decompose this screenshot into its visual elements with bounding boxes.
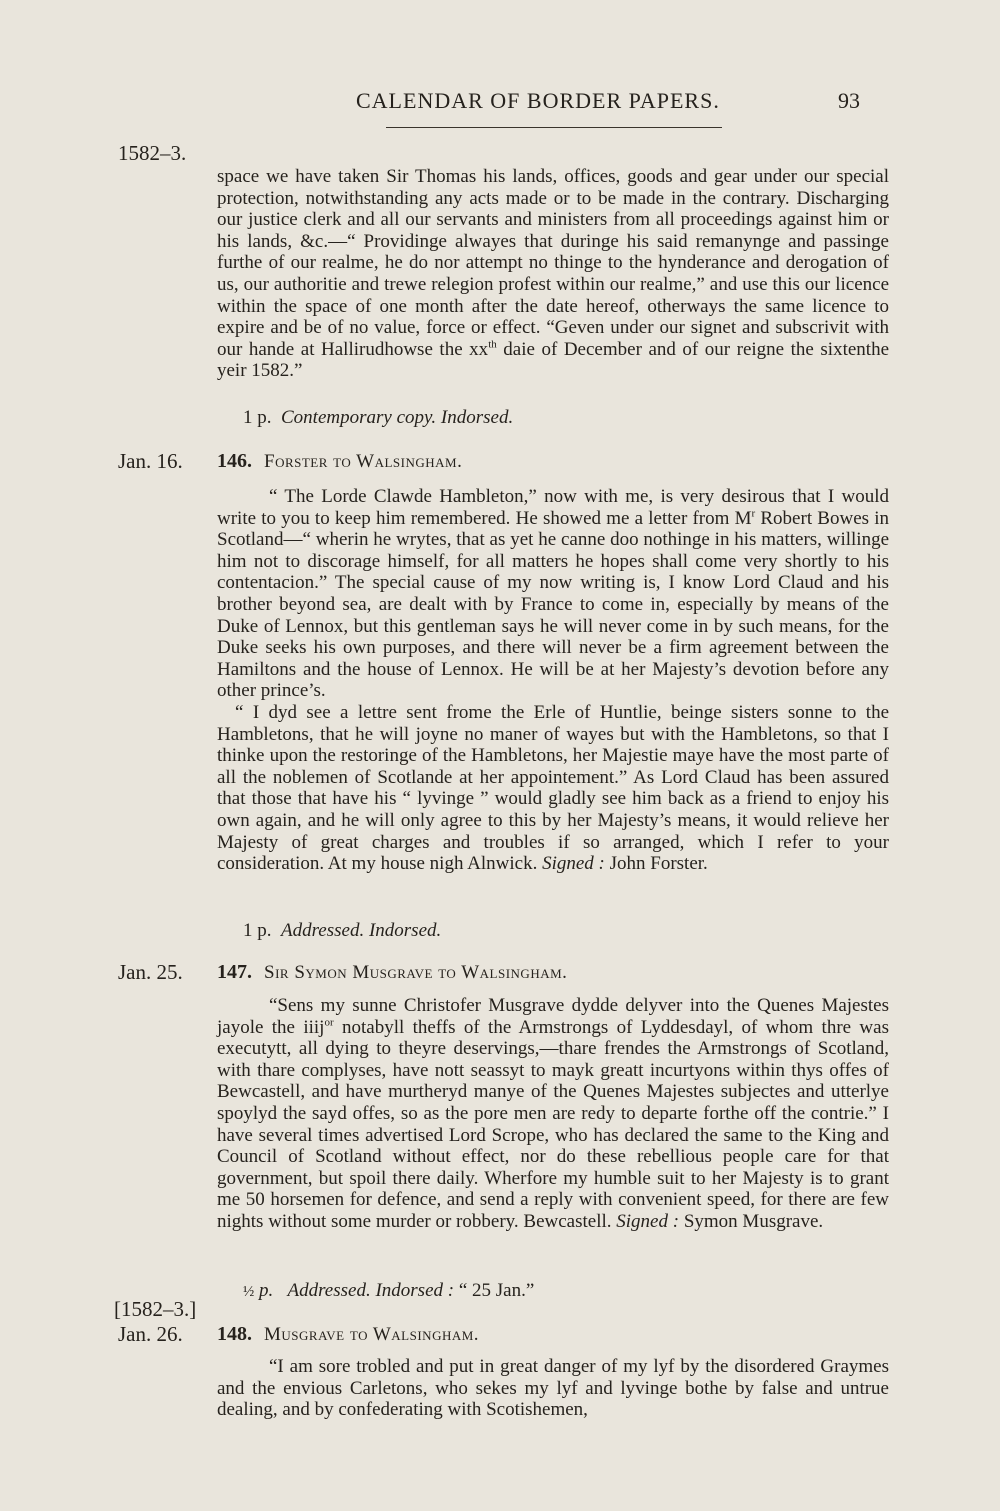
continuation-paragraph: space we have taken Sir Thomas his lands, offices, goods and gear under our special protection, notwithstanding any acts made or to be made in the contrary. Discharging our justice clerk and all our servants and ministers from all proceedings against him or his lands, &c.—“ Providinge alwayes that duringe his said remanynge and passinge furthe of our realme, he do nor attempt no thinge to the hynderance and derogation of us, our authoritie and trewe relegion profest within our realme,” and use this our licence within the space of one month after the date hereof, otherways the same licence to expire and be of no value, force or effect. “Geven under our signet and subscrivit with our hande at Hallirudhowse the $xx^{th}$ daie of December and of our reigne the sixtenthe yeir 1582.” bbox=[217, 166, 890, 382]
entry-147-description: ½ p. Addressed. Indorsed : “ 25 Jan.” bbox=[243, 1280, 535, 1301]
margin-year: 1582–3. bbox=[118, 141, 187, 165]
entry-146-paragraph-1: “ The Lorde Clawde Hambleton,” now with me, is very desirous that I would write to you to keep him remembered. He showed me a letter from $M^r$ Robert Bowes in Scotland—“ wherin he wrytes, that as yet he canne doo nothinge in his matters, willinge him not to discorage himself, for all matters he hopes shall come very shortly to his contentacion.” The special cause of my now writing is, I know Lord Claud and his brother beyond sea, are dealt with by France to come in, especially by means of the Duke of Lennox, but this gentleman says he will never come in by such means, for the Duke seeks his own purposes, and there will never be a firm agreement between the Hamiltons and the house of Lennox. He will be at her Majesty’s devotion before any other prince’s. bbox=[217, 486, 889, 702]
header-rule bbox=[386, 127, 722, 128]
entry-body-146 bbox=[217, 486, 889, 875]
entry-148-paragraph: “I am sore trobled and put in great danger of my lyf by the disordered Graymes and the envious Carletons, who sekes my lyf and lyvinge bothe by false and untrue dealing, and by confederating with Scotishemen, bbox=[217, 1356, 889, 1421]
entry-147-paragraph: “Sens my sunne Christofer Musgrave dydde delyver into the Quenes Majestes jayole the iiij$^{or}$ notabyll theffs of the Armstrongs of Lyddesdayl, of whom thre was executytt, all dying to theyre deservings,—thare frendes the Armstrongs of Scotland, with thare complyses, have nott seassyt to mayk greatt incurtyons within thys offes of Bewcastell, and have murtheryd manye of the Quenes Majestes subjectes and utterlye spoylyd the sayd offes, so as the pore men are redy to departe forthe off the contrie.” I have several times advertised Lord Scrope, who has declared the same to the King and Council of Scotland without effect, nor do these rebellious people care for that government, but spoil there daily. Wherfore my humble suit to her Majesty is to grant me 50 horsemen for defence, and send a reply with convenient speed, for there are few nights without some murder or robbery. Bewcastell. Signed : Symon Musgrave. bbox=[217, 995, 889, 1232]
entry-body-148 bbox=[217, 1356, 889, 1421]
entry-146-paragraph-2: “ I dyd see a lettre sent frome the Erle of Huntlie, beinge sisters sonne to the Hambletons, that he will joyne no maner of wayes but with the Hambletons, so that I thinke upon the restoringe of the Hambletons, her Majestie maye have the most parte of all the noblemen of Scotlande at her appointement.” As Lord Claud has been assured that those that have his “ lyvinge ” would gladly see him back as a friend to enjoy his own again, and he will only agree to this by her Majesty’s means, it would relieve her Majesty of great charges and troubles if so arranged, which I refer to your consideration. At my house nigh Alnwick. Signed : John Forster. bbox=[217, 701, 889, 875]
margin-date-148: Jan. 26. bbox=[118, 1322, 183, 1346]
page-number: 93 bbox=[838, 88, 860, 113]
running-head: CALENDAR OF BORDER PAPERS. bbox=[356, 88, 720, 113]
entry-body-147 bbox=[217, 995, 889, 1233]
entry-heading-146: 146. Forster to Walsingham. bbox=[217, 450, 463, 472]
continuation-block bbox=[217, 166, 889, 382]
margin-date-147: Jan. 25. bbox=[118, 960, 183, 984]
entry-heading-147: 147. Sir Symon Musgrave to Walsingham. bbox=[217, 961, 568, 983]
entry-heading-148: 148. Musgrave to Walsingham. bbox=[217, 1323, 480, 1345]
margin-date-146: Jan. 16. bbox=[118, 449, 183, 473]
margin-year-148: [1582–3.] bbox=[114, 1297, 197, 1321]
continuation-description: 1 p. Contemporary copy. Indorsed. bbox=[243, 407, 514, 428]
entry-146-description: 1 p. Addressed. Indorsed. bbox=[243, 920, 442, 941]
